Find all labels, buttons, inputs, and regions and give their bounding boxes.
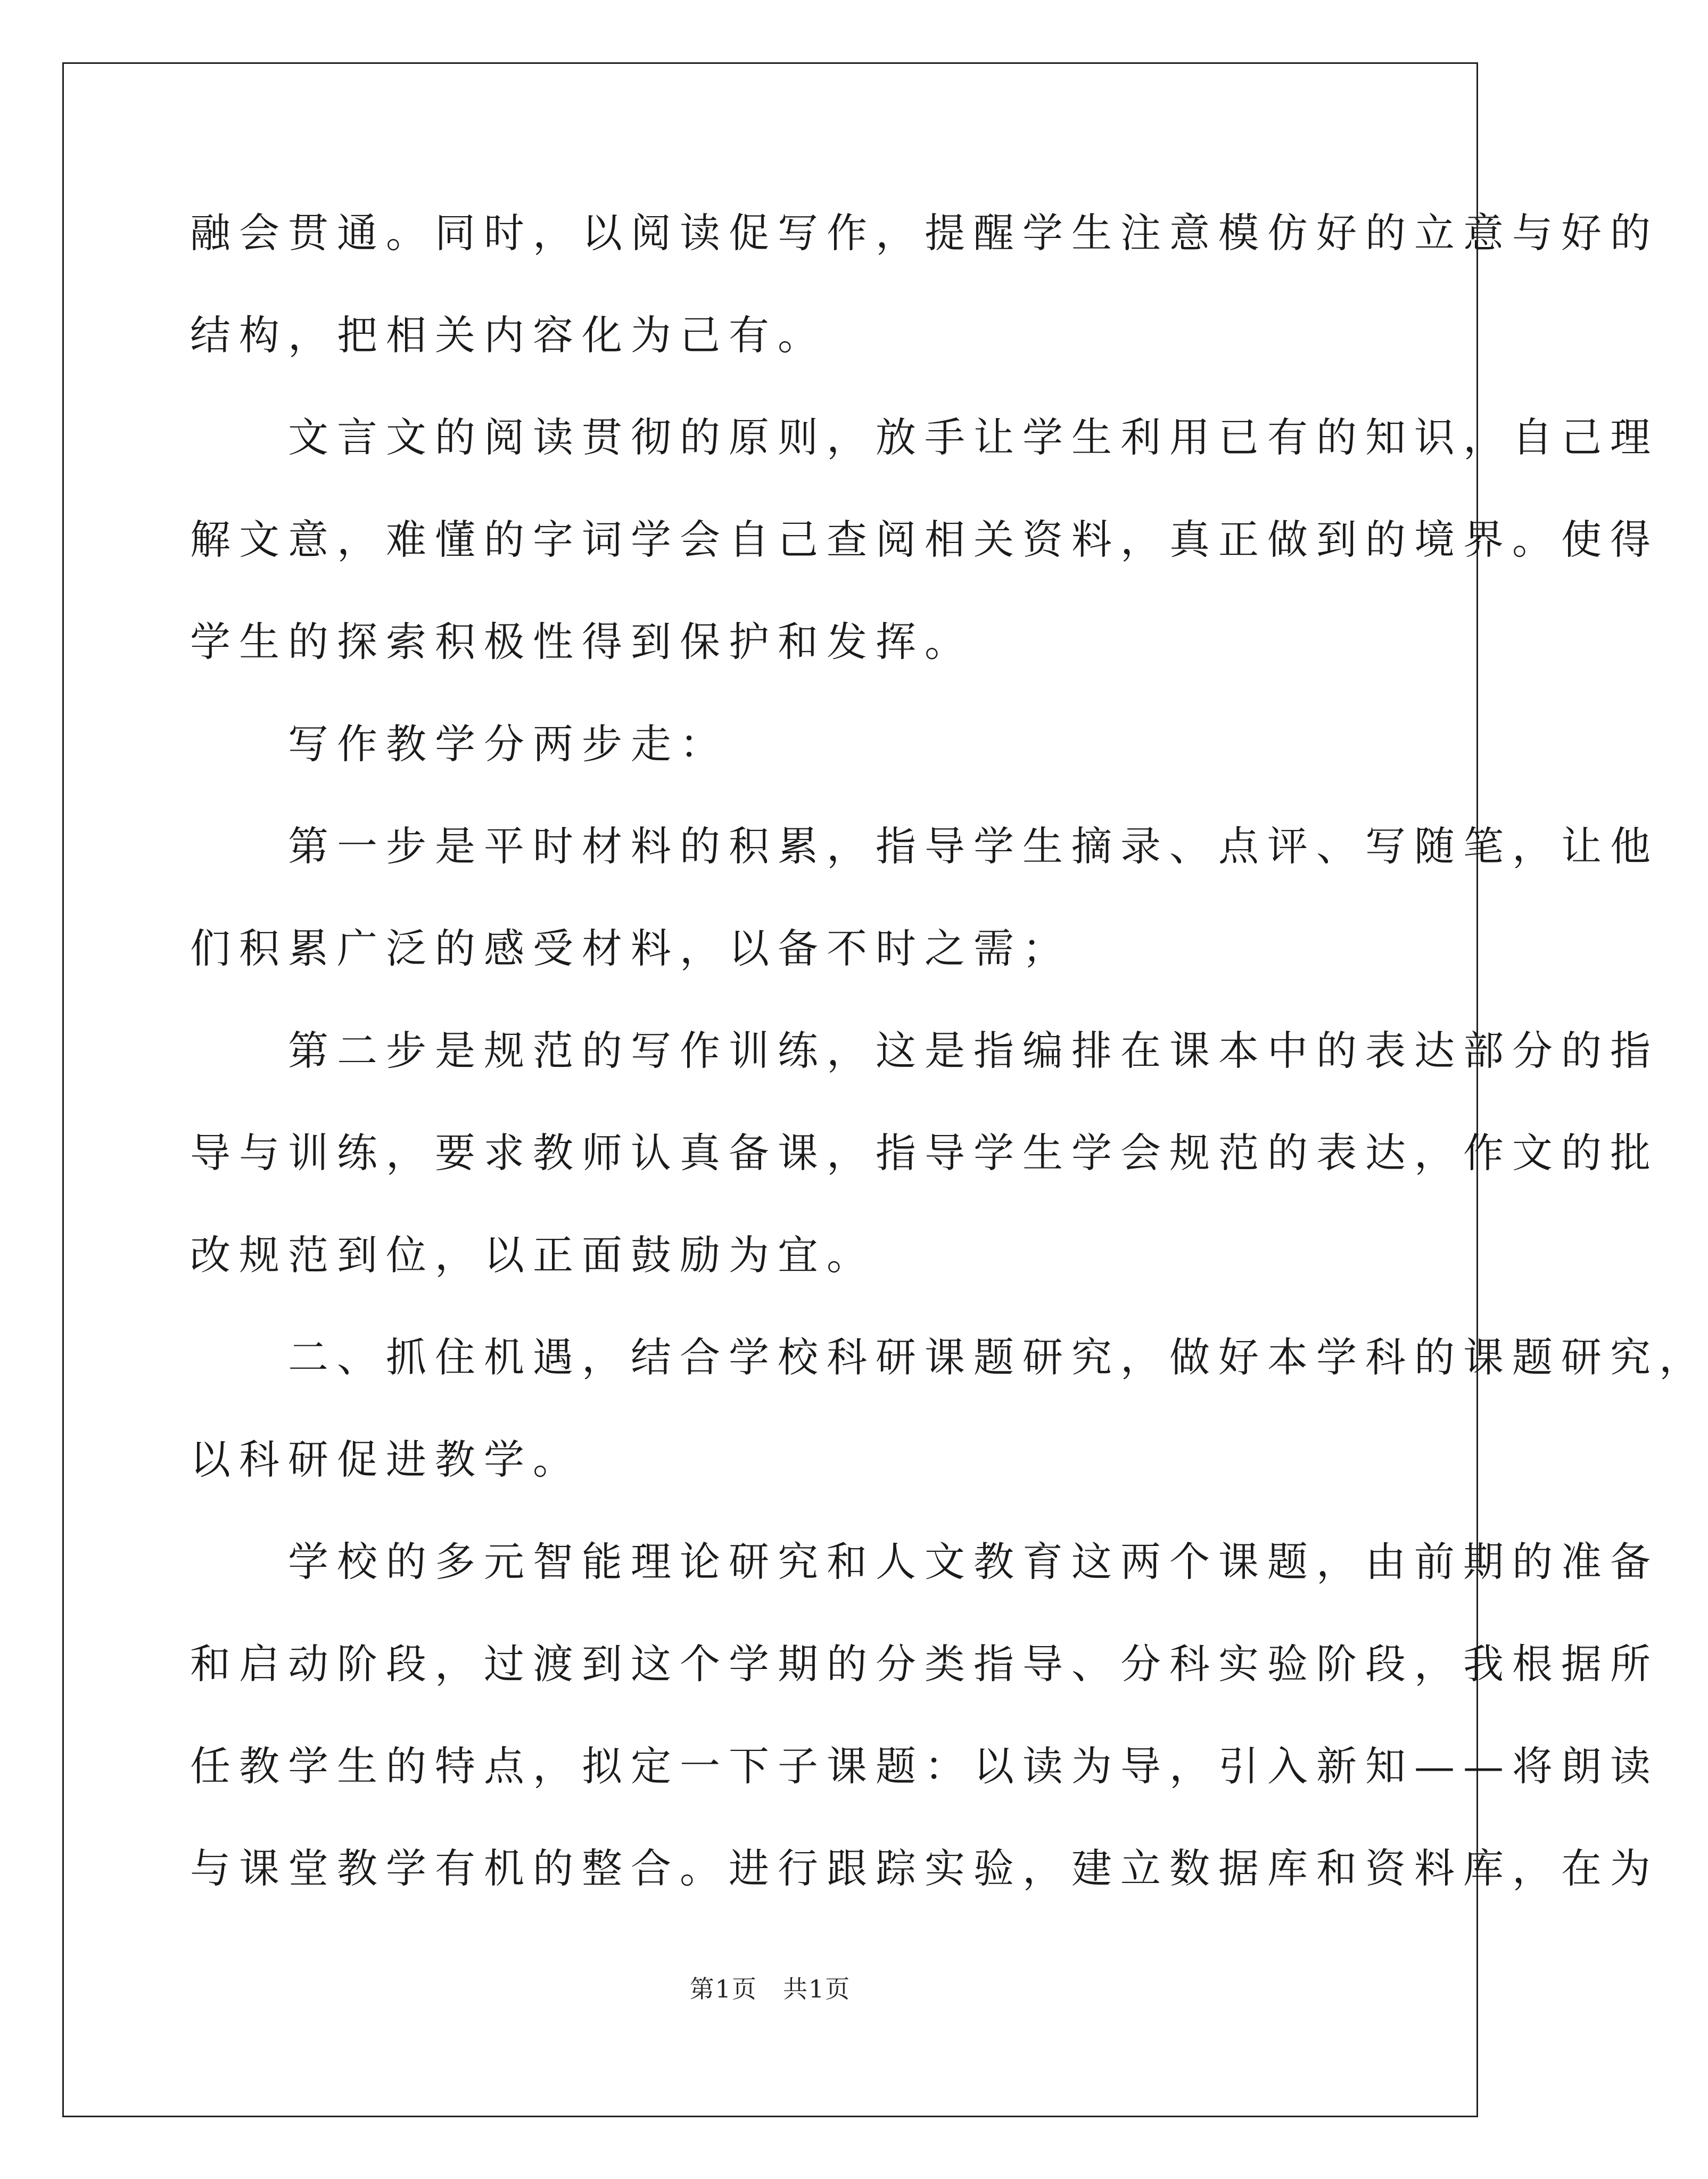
text-line: 们积累广泛的感受材料，以备不时之需；: [190, 925, 1071, 972]
text-line: 与课堂教学有机的整合。进行跟踪实验，建立数据库和资料库，在为: [190, 1845, 1659, 1892]
text-line: 任教学生的特点，拟定一下子课题：以读为导，引入新知——将朗读: [190, 1742, 1659, 1790]
text-line: 改规范到位，以正面鼓励为宜。: [190, 1231, 876, 1279]
text-line: 导与训练，要求教师认真备课，指导学生学会规范的表达，作文的批: [190, 1129, 1659, 1177]
document-body: [190, 208, 1708, 1894]
text-line: 融会贯通。同时，以阅读促写作，提醒学生注意模仿好的立意与好的: [190, 209, 1659, 257]
text-line: 学生的探索积极性得到保护和发挥。: [190, 618, 973, 665]
text-line: 和启动阶段，过渡到这个学期的分类指导、分科实验阶段，我根据所: [190, 1640, 1659, 1688]
text-line: 二、抓住机遇，结合学校科研课题研究，做好本学科的课题研究，: [190, 1334, 1708, 1381]
text-line: 写作教学分两步走：: [190, 720, 729, 768]
text-line: 解文意，难懂的字词学会自己查阅相关资料，真正做到的境界。使得: [190, 516, 1659, 563]
page-footer: 第1页 共1页: [689, 1975, 851, 2003]
text-line: 第二步是规范的写作训练，这是指编排在课本中的表达部分的指: [190, 1027, 1659, 1074]
text-line: 第一步是平时材料的积累，指导学生摘录、点评、写随笔，让他: [190, 823, 1659, 870]
text-line: 文言文的阅读贯彻的原则，放手让学生利用已有的知识，自己理: [190, 414, 1659, 461]
text-line: 结构，把相关内容化为己有。: [190, 311, 827, 359]
text-line: 学校的多元智能理论研究和人文教育这两个课题，由前期的准备: [190, 1538, 1659, 1585]
text-line: 以科研促进教学。: [190, 1436, 582, 1483]
